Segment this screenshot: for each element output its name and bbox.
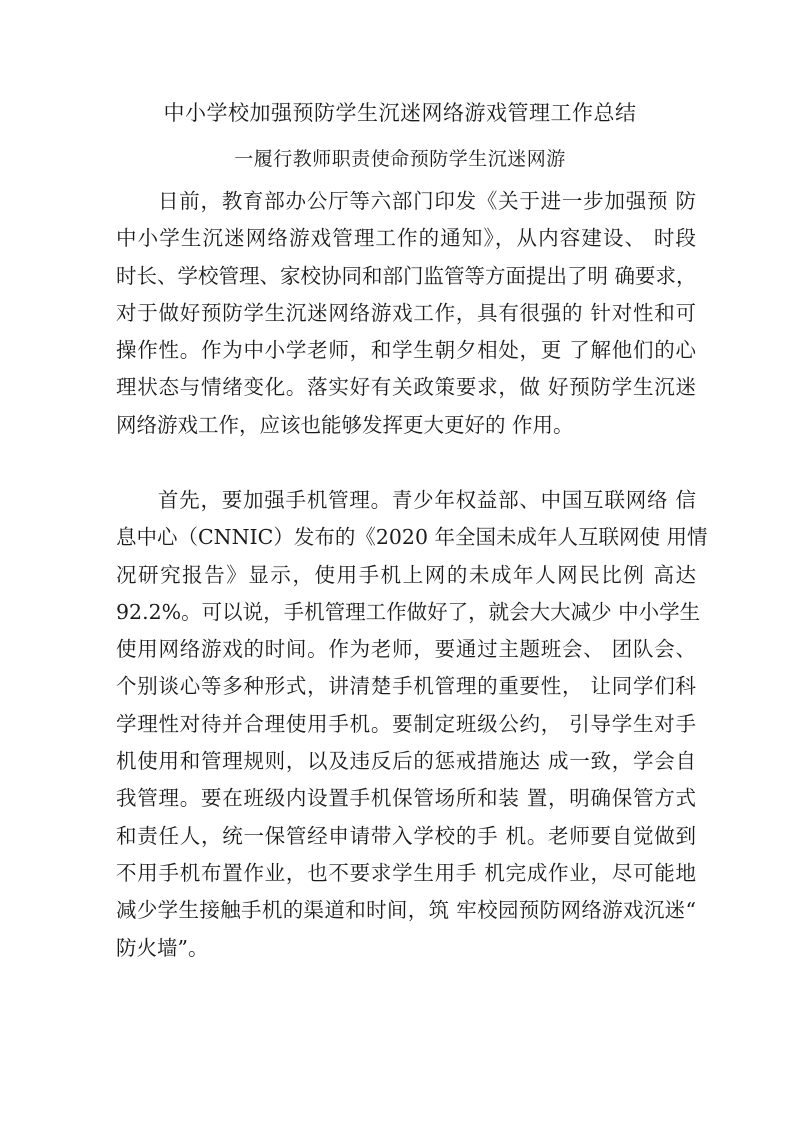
paragraph-line: 不用手机布置作业，也不要求学生用手 机完成作业，尽可能地 [116,860,696,885]
paragraph-line: 防火墙”。 [116,935,209,960]
paragraph-line: 息中心（CNNIC）发布的《2020 年全国未成年人互联网使 用情 [116,525,708,550]
paragraph-line: 我管理。要在班级内设置手机保管场所和装 置，明确保管方式 [116,786,696,811]
paragraph-line: 减少学生接触手机的渠道和时间，筑 牢校园预防网络游戏沉迷“ [116,898,696,923]
paragraph-line: 中小学生沉迷网络游戏管理工作的通知》，从内容建设、 时段 [116,226,696,251]
paragraph-line: 学理性对待并合理使用手机。要制定班级公约， 引导学生对手 [116,711,696,736]
paragraph-2 [116,482,708,967]
paragraph-1 [116,183,696,444]
paragraph-line: 理状态与情绪变化。落实好有关政策要求，做 好预防学生沉迷 [116,375,696,400]
document-subtitle: 一履行教师职责使命预防学生沉迷网游 [234,148,566,170]
paragraph-line: 操作性。作为中小学老师，和学生朝夕相处，更 了解他们的心 [116,338,696,363]
paragraph-line: 时长、学校管理、家校协同和部门监管等方面提出了明 确要求， [116,263,697,288]
paragraph-line: 况研究报告》显示，使用手机上网的未成年人网民比例 高达 [116,562,696,587]
paragraph-line: 个别谈心等多种形式，讲清楚手机管理的重要性， 让同学们科 [116,674,696,699]
paragraph-line: 对于做好预防学生沉迷网络游戏工作，具有很强的 针对性和可 [116,300,696,325]
document-title: 中小学校加强预防学生沉迷网络游戏管理工作总结 [163,101,637,125]
paragraph-line: 首先，要加强手机管理。青少年权益部、中国互联网络 信 [158,488,696,512]
paragraph-line: 网络游戏工作，应该也能够发挥更大更好的 作用。 [116,412,574,437]
paragraph-line: 机使用和管理规则，以及违反后的惩戒措施达 成一致，学会自 [116,749,696,774]
paragraph-line: 日前，教育部办公厅等六部门印发《关于进一步加强预 防 [158,189,696,213]
paragraph-line: 92.2%。可以说，手机管理工作做好了，就会大大减少 中小学生 [116,599,701,624]
paragraph-line: 和责任人，统一保管经申请带入学校的手 机。老师要自觉做到 [116,823,696,848]
paragraph-line: 使用网络游戏的时间。作为老师，要通过主题班会、 团队会、 [116,637,696,662]
